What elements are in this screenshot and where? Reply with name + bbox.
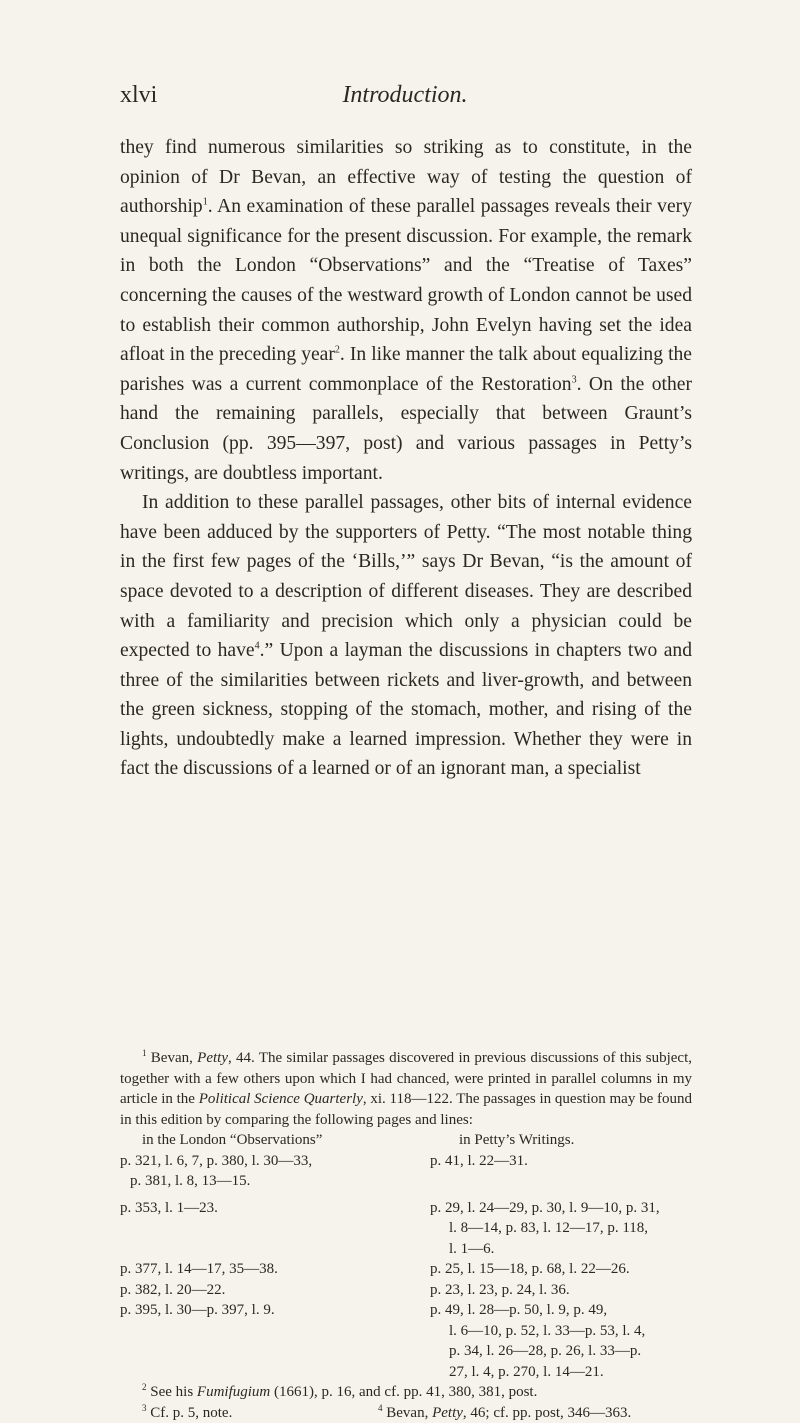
text-span: Bevan, [151, 1050, 197, 1066]
table-cell-right: p. 49, l. 28—p. 50, l. 9, p. 49, [430, 1300, 692, 1321]
table-cell-left: p. 377, l. 14—17, 35—38. [120, 1259, 420, 1280]
page-number: xlvi [120, 82, 157, 109]
footnote-mark: 4 [378, 1403, 383, 1413]
text-span: (1661), p. 16, and cf. pp. 41, 380, 381, post. [270, 1384, 537, 1400]
table-cell-left: p. 321, l. 6, 7, p. 380, l. 30—33, [120, 1151, 420, 1172]
table-row [120, 1300, 692, 1382]
text-span: .” Upon a layman the discussions in chapters two and three of the similarities between rickets and liver-growth, and between the green sickness, stopping of the stomach, mother, and rising of the lights, undoubtedly make a learned impression. Whether they were in fact the discussions of a learned or of an ignorant man, a specialist [120, 640, 692, 779]
footnote-mark: 2 [142, 1382, 147, 1392]
footnote-1 [120, 1048, 692, 1130]
table-cell-right: 27, l. 4, p. 270, l. 14—21. [430, 1362, 692, 1383]
footnote-ref-4[interactable]: 4 [255, 641, 260, 652]
column-header-left: in the London “Observations” [120, 1130, 425, 1151]
comparison-table-header [120, 1130, 692, 1151]
italic-title: Petty [197, 1050, 228, 1066]
text-span: they find numerous similarities so striking as to constitute, in the opinion of Dr Bevan, an effective way of testing the question of authorship [120, 137, 692, 217]
table-row [120, 1259, 692, 1280]
footnote-ref-1[interactable]: 1 [203, 197, 208, 208]
table-cell-left: p. 353, l. 1—23. [120, 1198, 420, 1219]
running-header [120, 82, 690, 122]
text-span: , xi. 118—122. The passages in question may be found in this edition by comparing the following pages and lines: [120, 1091, 692, 1128]
table-cell-right: l. 6—10, p. 52, l. 33—p. 53, l. 4, [430, 1321, 692, 1342]
main-text [120, 133, 692, 784]
footnote-mark: 1 [142, 1048, 147, 1058]
text-span: Cf. p. 5, note. [150, 1405, 232, 1421]
italic-title: Political Science Quarterly [199, 1091, 363, 1107]
table-cell-right: p. 29, l. 24—29, p. 30, l. 9—10, p. 31, [430, 1198, 692, 1219]
table-cell-right: p. 41, l. 22—31. [430, 1151, 692, 1172]
table-cell-left: p. 382, l. 20—22. [120, 1280, 420, 1301]
table-row [120, 1198, 692, 1260]
text-span: Bevan, [386, 1405, 432, 1421]
column-header-right: in Petty’s Writings. [425, 1130, 692, 1151]
italic-title: Petty [432, 1405, 463, 1421]
footnote-ref-2[interactable]: 2 [335, 345, 340, 356]
footnote-4 [378, 1403, 631, 1423]
text-span: . On the other hand the remaining parallels, especially that between Graunt’s Conclusion (pp. 395—397, post) and various passages in Petty’s writings, are doubtless important. [120, 374, 692, 484]
table-cell-right: p. 23, l. 23, p. 24, l. 36. [430, 1280, 692, 1301]
text-span: , 44. The similar passages discovered in previous discussions of this subject, together with a few others upon which I had chanced, were printed in parallel columns in my article in the [120, 1050, 692, 1107]
text-span: . In like manner the talk about equalizing the parishes was a current commonplace of the Restoration [120, 344, 692, 395]
footnote-2 [120, 1382, 692, 1403]
footnote-3 [142, 1403, 378, 1423]
table-cell-left: p. 395, l. 30—p. 397, l. 9. [120, 1300, 420, 1321]
table-row [120, 1151, 692, 1192]
footnotes [120, 1048, 692, 1423]
table-cell-left: p. 381, l. 8, 13—15. [120, 1171, 420, 1192]
footnote-row [120, 1403, 692, 1423]
table-cell-right: l. 8—14, p. 83, l. 12—17, p. 118, [430, 1218, 692, 1239]
footnote-ref-3[interactable]: 3 [572, 374, 577, 385]
text-span: In addition to these parallel passages, other bits of internal evidence have been adduced by the supporters of Petty. “The most notable thing in the first few pages of the ‘Bills,’” says Dr Bevan, “is the amount of space devoted to a description of different diseases. They are described with a familiarity and precision which only a physician could be expected to have [120, 492, 692, 661]
running-title: Introduction. [120, 82, 690, 109]
table-cell-right: p. 25, l. 15—18, p. 68, l. 22—26. [430, 1259, 692, 1280]
italic-title: Fumifugium [197, 1384, 270, 1400]
table-cell-right: l. 1—6. [430, 1239, 692, 1260]
table-cell-right: p. 34, l. 26—28, p. 26, l. 33—p. [430, 1341, 692, 1362]
footnote-mark: 3 [142, 1403, 147, 1413]
text-span: See his [150, 1384, 197, 1400]
paragraph-1 [120, 133, 692, 488]
text-span: . An examination of these parallel passages reveals their very unequal significance for the present discussion. For example, the remark in both the London “Observations” and the “Treatise of Taxes” concerning the causes of the westward growth of London cannot be used to establish their common authorship, John Evelyn having set the idea afloat in the preceding year [120, 196, 692, 365]
text-span: , 46; cf. pp. post, 346—363. [463, 1405, 631, 1421]
table-row [120, 1280, 692, 1301]
paragraph-2 [120, 488, 692, 784]
